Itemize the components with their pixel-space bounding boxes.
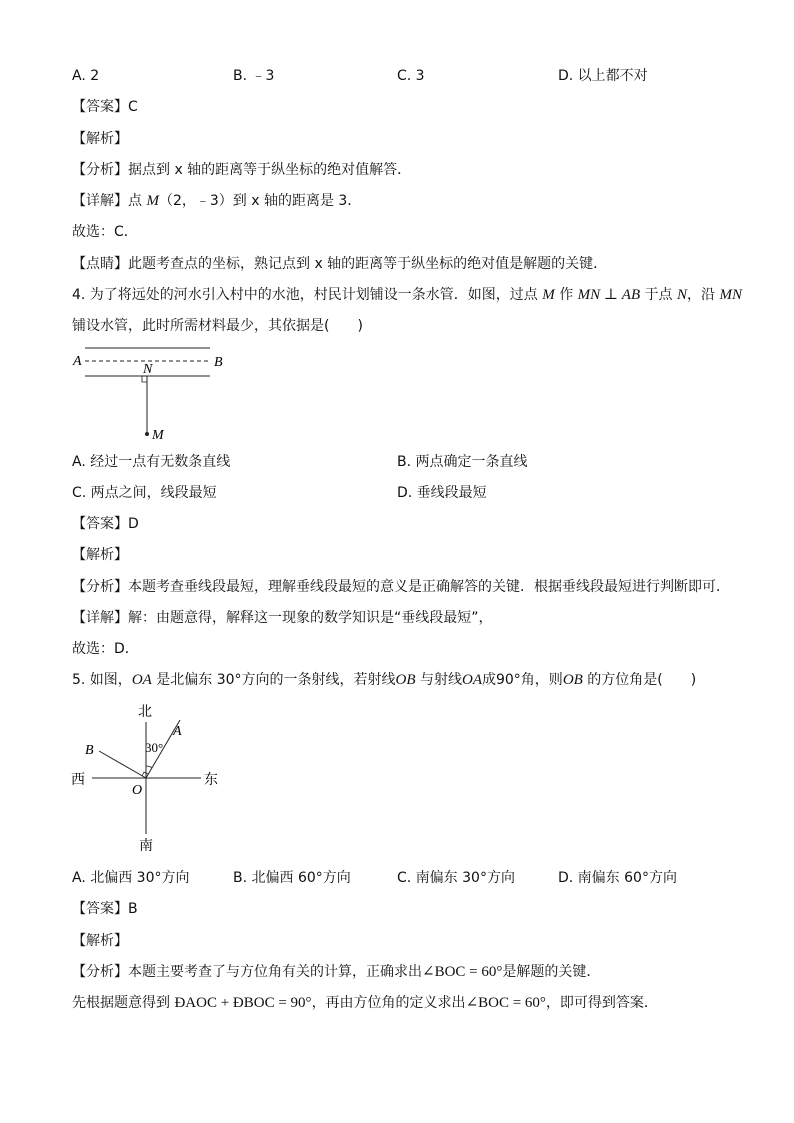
q4-answer: 【答案】D: [72, 516, 139, 532]
q4-detail: 【详解】解：由题意得，解释这一现象的数学知识是“垂线段最短”，: [72, 610, 493, 626]
q4-perp-symbol: ⊥: [600, 287, 622, 303]
q5-option-d: D. 南偏东 60°方向: [558, 870, 677, 886]
q5-label-o: O: [132, 783, 143, 798]
q5-ray-ob-line: [99, 751, 146, 778]
q4-line-ab: AB: [621, 287, 641, 303]
q3-detail-prefix: 【详解】点: [72, 193, 147, 209]
q5-solution-text-c: ，即可得到答案．: [545, 995, 658, 1011]
q5-label-b: B: [85, 743, 94, 758]
q5-analysis-text-b: 是解题的关键．: [502, 964, 601, 980]
q5-ray-oa-2: OA: [461, 672, 482, 688]
q5-stem-text-c: 与射线: [415, 672, 462, 688]
q4-stem-text-d: ，沿: [687, 287, 720, 303]
q5-label-east: 东: [204, 772, 218, 788]
q4-stem-text-a: 4. 为了将远处的河水引入村中的水池，村民计划铺设一条水管．如图，过点: [72, 287, 543, 303]
q5-stem-text-e: 的方位角是( ): [582, 672, 697, 688]
q5-option-c: C. 南偏东 30°方向: [397, 870, 515, 886]
q5-ray-oa: OA: [131, 672, 152, 688]
q4-stem-line2: 铺设水管，此时所需材料最少，其依据是( ): [72, 318, 363, 334]
q4-stem-text-b: 作: [554, 287, 578, 303]
q5-stem: [72, 670, 696, 690]
q4-point-m-dot: [145, 432, 149, 436]
q4-label-b: B: [214, 355, 223, 370]
q3-option-b: B. ﹣3: [233, 68, 275, 84]
q4-point-n: N: [677, 287, 688, 303]
q4-segment-mn-2: MN: [719, 287, 742, 303]
q4-point-m: M: [542, 287, 555, 303]
q5-label-a: A: [173, 724, 182, 739]
q3-option-d: D. 以上都不对: [558, 68, 648, 84]
q5-figure: [70, 700, 230, 860]
q4-stem-line1: [72, 285, 742, 305]
q4-choice: 故选：D．: [72, 641, 139, 657]
q4-analysis: 【分析】本题考查垂线段最短，理解垂线段最短的意义是正确解答的关键．根据垂线段最短进行判断即可．: [72, 579, 730, 595]
q5-jiexi-heading: 【解析】: [72, 933, 128, 949]
q5-label-west: 西: [71, 772, 85, 788]
q3-jiexi-heading: 【解析】: [72, 131, 128, 147]
q4-label-m: M: [152, 428, 164, 443]
q3-analysis: 【分析】据点到 x 轴的距离等于纵坐标的绝对值解答．: [72, 162, 412, 178]
q5-solution-text-b: ，再由方位角的定义求出: [311, 995, 466, 1011]
q5-option-a: A. 北偏西 30°方向: [72, 870, 190, 886]
q5-label-angle: 30°: [145, 740, 164, 755]
q5-label-south: 南: [139, 838, 153, 854]
q3-detail-rest: （2，﹣3）到 x 轴的距离是 3．: [158, 193, 362, 209]
q5-ray-ob-2: OB: [562, 672, 583, 688]
q4-option-b: B. 两点确定一条直线: [397, 454, 528, 470]
q4-jiexi-heading: 【解析】: [72, 547, 128, 563]
q4-option-c: C. 两点之间，线段最短: [72, 485, 217, 501]
q5-solution-text-a: 先根据题意得到: [72, 995, 175, 1011]
q5-solution-equation-2: ∠BOC = 60°: [465, 995, 546, 1011]
q3-remark: 【点睛】此题考查点的坐标，熟记点到 x 轴的距离等于纵坐标的绝对值是解题的关键．: [72, 256, 608, 272]
q3-answer: 【答案】C: [72, 99, 138, 115]
q5-label-north: 北: [138, 704, 152, 720]
q5-analysis: [72, 962, 600, 982]
q5-stem-text-a: 5. 如图，: [72, 672, 132, 688]
q5-stem-text-d: 成90°角，则: [481, 672, 563, 688]
q5-solution-equation-1: ÐAOC + ÐBOC = 90°: [174, 995, 312, 1011]
q4-figure: [70, 340, 240, 448]
q5-analysis-equation: ∠BOC = 60°: [422, 964, 503, 980]
q5-option-b: B. 北偏西 60°方向: [233, 870, 351, 886]
q4-option-a: A. 经过一点有无数条直线: [72, 454, 231, 470]
q4-label-n: N: [143, 362, 153, 377]
q3-choice: 故选：C．: [72, 224, 138, 240]
q4-segment-mn: MN: [577, 287, 601, 303]
q5-angle-arc: [146, 766, 152, 768]
q3-option-a: A. 2: [72, 68, 100, 84]
q5-ray-ob: OB: [395, 672, 416, 688]
q5-answer: 【答案】B: [72, 901, 138, 917]
q3-point-m: M: [146, 193, 159, 209]
q4-option-d: D. 垂线段最短: [397, 485, 487, 501]
q4-stem-text-c: 于点: [640, 287, 678, 303]
q5-analysis-text-a: 【分析】本题主要考查了与方位角有关的计算，正确求出: [72, 964, 422, 980]
q3-detail: [72, 191, 361, 211]
q4-label-a: A: [73, 354, 82, 369]
q3-option-c: C. 3: [397, 68, 425, 84]
q5-stem-text-b: 是北偏东 30°方向的一条射线，若射线: [151, 672, 396, 688]
q5-solution-line: [72, 993, 658, 1013]
